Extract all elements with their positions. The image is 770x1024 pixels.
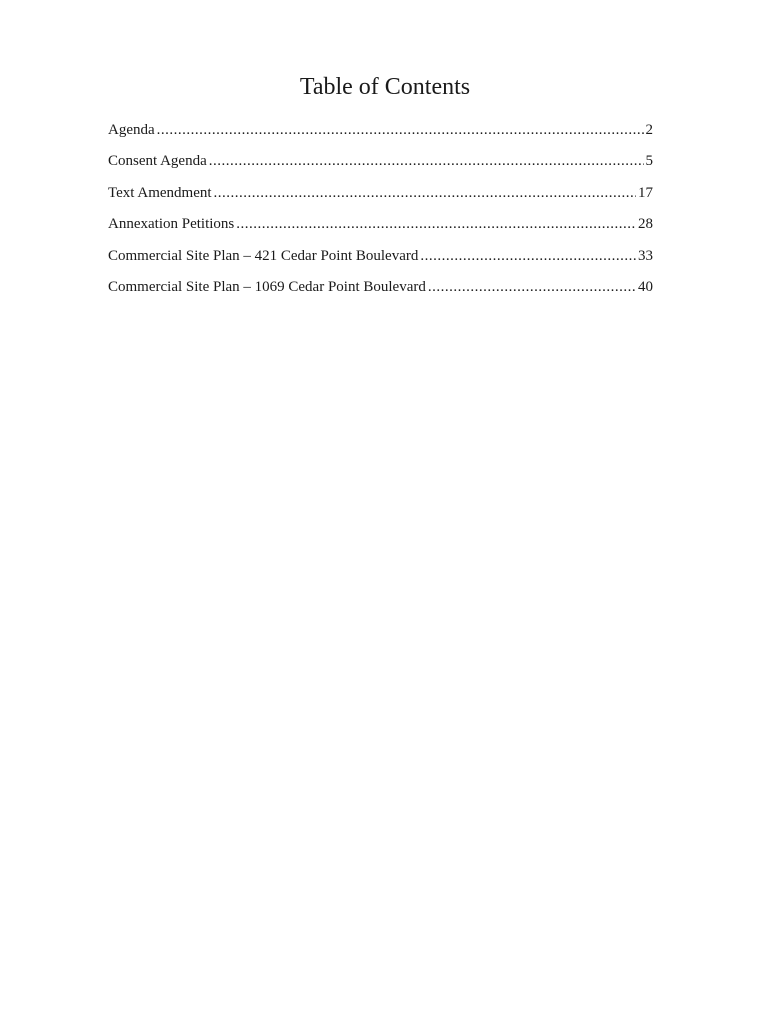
toc-entry-page-number: 17 [638,184,653,201]
toc-entry-page-number: 28 [638,216,653,233]
toc-entry-label: Agenda [108,122,155,138]
toc-entry-label: Annexation Petitions [108,216,235,233]
toc-entry-site-plan-1069[interactable] [108,275,653,306]
dot-leader [428,275,636,299]
toc-entry-consent-agenda[interactable] [108,149,653,180]
toc-entry-page-number: 5 [645,153,653,170]
toc-entry-annexation-petitions[interactable] [108,212,653,243]
toc-entry-page-number: 40 [638,278,653,295]
dot-leader [214,181,636,205]
toc-entry-label: Text Amendment [108,184,212,201]
toc-entry-text-amendment[interactable] [108,181,653,212]
table-of-contents [108,118,653,306]
dot-leader [157,118,644,142]
toc-entry-page-number: 2 [645,122,653,138]
dot-leader [420,244,636,268]
toc-entry-page-number: 33 [638,247,653,264]
toc-entry-agenda[interactable] [108,118,653,149]
page-title: Table of Contents [299,74,471,100]
toc-entry-label: Consent Agenda [108,153,207,170]
toc-entry-site-plan-421[interactable] [108,244,653,275]
dot-leader [236,212,636,236]
toc-entry-label: Commercial Site Plan – 1069 Cedar Point Boulevard [108,278,426,295]
toc-entry-label: Commercial Site Plan – 421 Cedar Point Boulevard [108,247,419,264]
dot-leader [209,149,644,173]
